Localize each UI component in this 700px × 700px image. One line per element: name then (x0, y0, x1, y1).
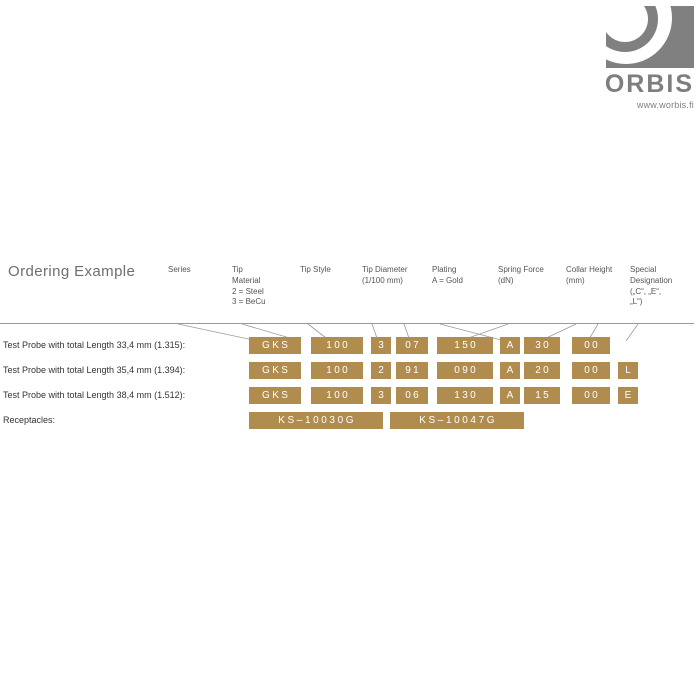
cell-probe-35-4-plating: A (500, 362, 520, 379)
cell-receptacles-receptacle-2: KS–10047G (390, 412, 524, 429)
cell-probe-38-4-tip-material-style: 100 (311, 387, 363, 404)
cell-probe-35-4-spring-force: 090 (437, 362, 493, 379)
row-label-probe-35-4: Test Probe with total Length 35,4 mm (1.394): (3, 365, 186, 375)
row-label-probe-33-4: Test Probe with total Length 33,4 mm (1.315): (3, 340, 186, 350)
logo-wordmark: ORBIS (604, 70, 694, 98)
logo-url: www.worbis.fi (636, 100, 694, 110)
column-header-special-designation: Special Designation („C“, „E“, „L“) (630, 265, 673, 307)
row-label-probe-38-4: Test Probe with total Length 38,4 mm (1.512): (3, 390, 186, 400)
cell-probe-35-4-series: GKS (249, 362, 301, 379)
cell-probe-35-4-tip-diameter-first: 2 (371, 362, 391, 379)
orbis-logo (594, 6, 694, 110)
cell-probe-33-4-tip-diameter-rest: 07 (396, 337, 428, 354)
cell-probe-38-4-series: GKS (249, 387, 301, 404)
cell-probe-38-4-collar-height-b: 00 (572, 387, 610, 404)
column-header-tip-style: Tip Style (300, 265, 331, 274)
column-header-spring-force: Spring Force (dN) (498, 265, 544, 285)
cell-probe-35-4-collar-height-b: 00 (572, 362, 610, 379)
cell-probe-33-4-collar-height-b: 00 (572, 337, 610, 354)
cell-probe-38-4-tip-diameter-rest: 06 (396, 387, 428, 404)
cell-probe-38-4-spring-force: 130 (437, 387, 493, 404)
cell-probe-38-4-special-designation: E (618, 387, 638, 404)
cell-probe-33-4-collar-height-a: 30 (524, 337, 560, 354)
row-label-receptacles: Receptacles: (3, 415, 56, 425)
cell-probe-35-4-collar-height-a: 20 (524, 362, 560, 379)
cell-probe-38-4-plating: A (500, 387, 520, 404)
cell-probe-35-4-tip-material-style: 100 (311, 362, 363, 379)
column-header-plating: Plating A = Gold (432, 265, 463, 285)
orbis-arc-logo-icon (606, 6, 694, 68)
column-header-collar-height: Collar Height (mm) (566, 265, 613, 285)
cell-probe-35-4-special-designation: L (618, 362, 638, 379)
ordering-example-diagram (0, 255, 700, 445)
cell-probe-38-4-tip-diameter-first: 3 (371, 387, 391, 404)
cell-probe-33-4-series: GKS (249, 337, 301, 354)
cell-probe-38-4-collar-height-a: 15 (524, 387, 560, 404)
cell-probe-35-4-tip-diameter-rest: 91 (396, 362, 428, 379)
column-header-tip-diameter: Tip Diameter (1/100 mm) (362, 265, 408, 285)
cell-probe-33-4-spring-force: 150 (437, 337, 493, 354)
cell-probe-33-4-tip-diameter-first: 3 (371, 337, 391, 354)
page-title: Ordering Example (8, 263, 136, 280)
cell-receptacles-receptacle-1: KS–10030G (249, 412, 383, 429)
cell-probe-33-4-plating: A (500, 337, 520, 354)
column-header-tip-material: Tip Material 2 = Steel 3 = BeCu (232, 265, 266, 307)
column-header-series: Series (168, 265, 191, 274)
cell-probe-33-4-tip-material-style: 100 (311, 337, 363, 354)
